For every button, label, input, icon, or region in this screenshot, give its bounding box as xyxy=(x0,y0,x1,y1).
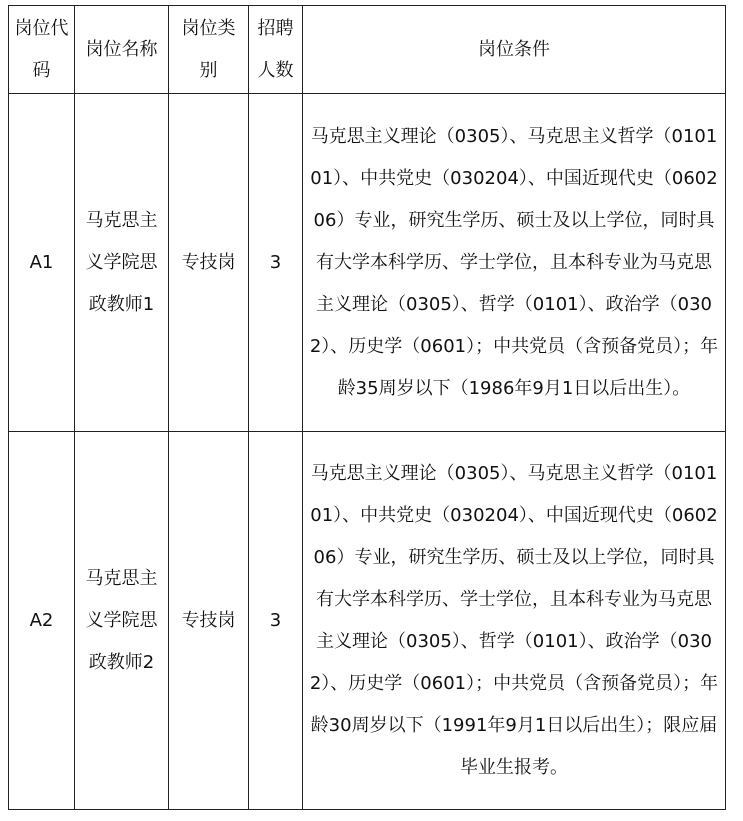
position-conditions: 马克思主义理论（0305）、马克思主义哲学（010101）、中共党史（030204）、中国近现代史（060206）专业，研究生学历、硕士及以上学位，同时具有大学本科学历、学士学位，且本科专业为马克思主义理论（0305）、哲学（0101）、政治学（0302）、历史学（0601）；中共党员（含预备党员）；年龄30周岁以下（1991年9月1日以后出生）；限应届毕业生报考。 xyxy=(309,462,719,778)
header-cell-name xyxy=(75,6,169,94)
position-name: 马克思主义学院思政教师2 xyxy=(85,567,158,673)
header-count-label: 招聘人数 xyxy=(257,17,294,81)
position-conditions-cell xyxy=(303,432,726,810)
position-type: 专技岗 xyxy=(169,432,249,810)
header-conditions-label: 岗位条件 xyxy=(478,38,550,60)
table-header-row xyxy=(9,6,726,94)
position-count: 3 xyxy=(249,94,303,432)
position-conditions-cell xyxy=(303,94,726,432)
position-name: 马克思主义学院思政教师1 xyxy=(85,209,158,315)
position-code: A1 xyxy=(9,94,75,432)
position-count: 3 xyxy=(249,432,303,810)
header-cell-count xyxy=(249,6,303,94)
table-row xyxy=(9,432,726,810)
position-type: 专技岗 xyxy=(169,94,249,432)
header-name-label: 岗位名称 xyxy=(85,38,158,60)
header-cell-code xyxy=(9,6,75,94)
position-name-cell xyxy=(75,94,169,432)
header-type-label: 岗位类别 xyxy=(181,17,236,81)
position-code: A2 xyxy=(9,432,75,810)
header-cell-type xyxy=(169,6,249,94)
position-name-cell xyxy=(75,432,169,810)
job-positions-table xyxy=(8,5,726,810)
table-row xyxy=(9,94,726,432)
position-conditions: 马克思主义理论（0305）、马克思主义哲学（010101）、中共党史（030204）、中国近现代史（060206）专业，研究生学历、硕士及以上学位，同时具有大学本科学历、学士学位，且本科专业为马克思主义理论（0305）、哲学（0101）、政治学（0302）、历史学（0601）；中共党员（含预备党员）；年龄35周岁以下（1986年9月1日以后出生）。 xyxy=(309,125,719,399)
header-code-label: 岗位代码 xyxy=(14,17,69,81)
header-cell-conditions xyxy=(303,6,726,94)
